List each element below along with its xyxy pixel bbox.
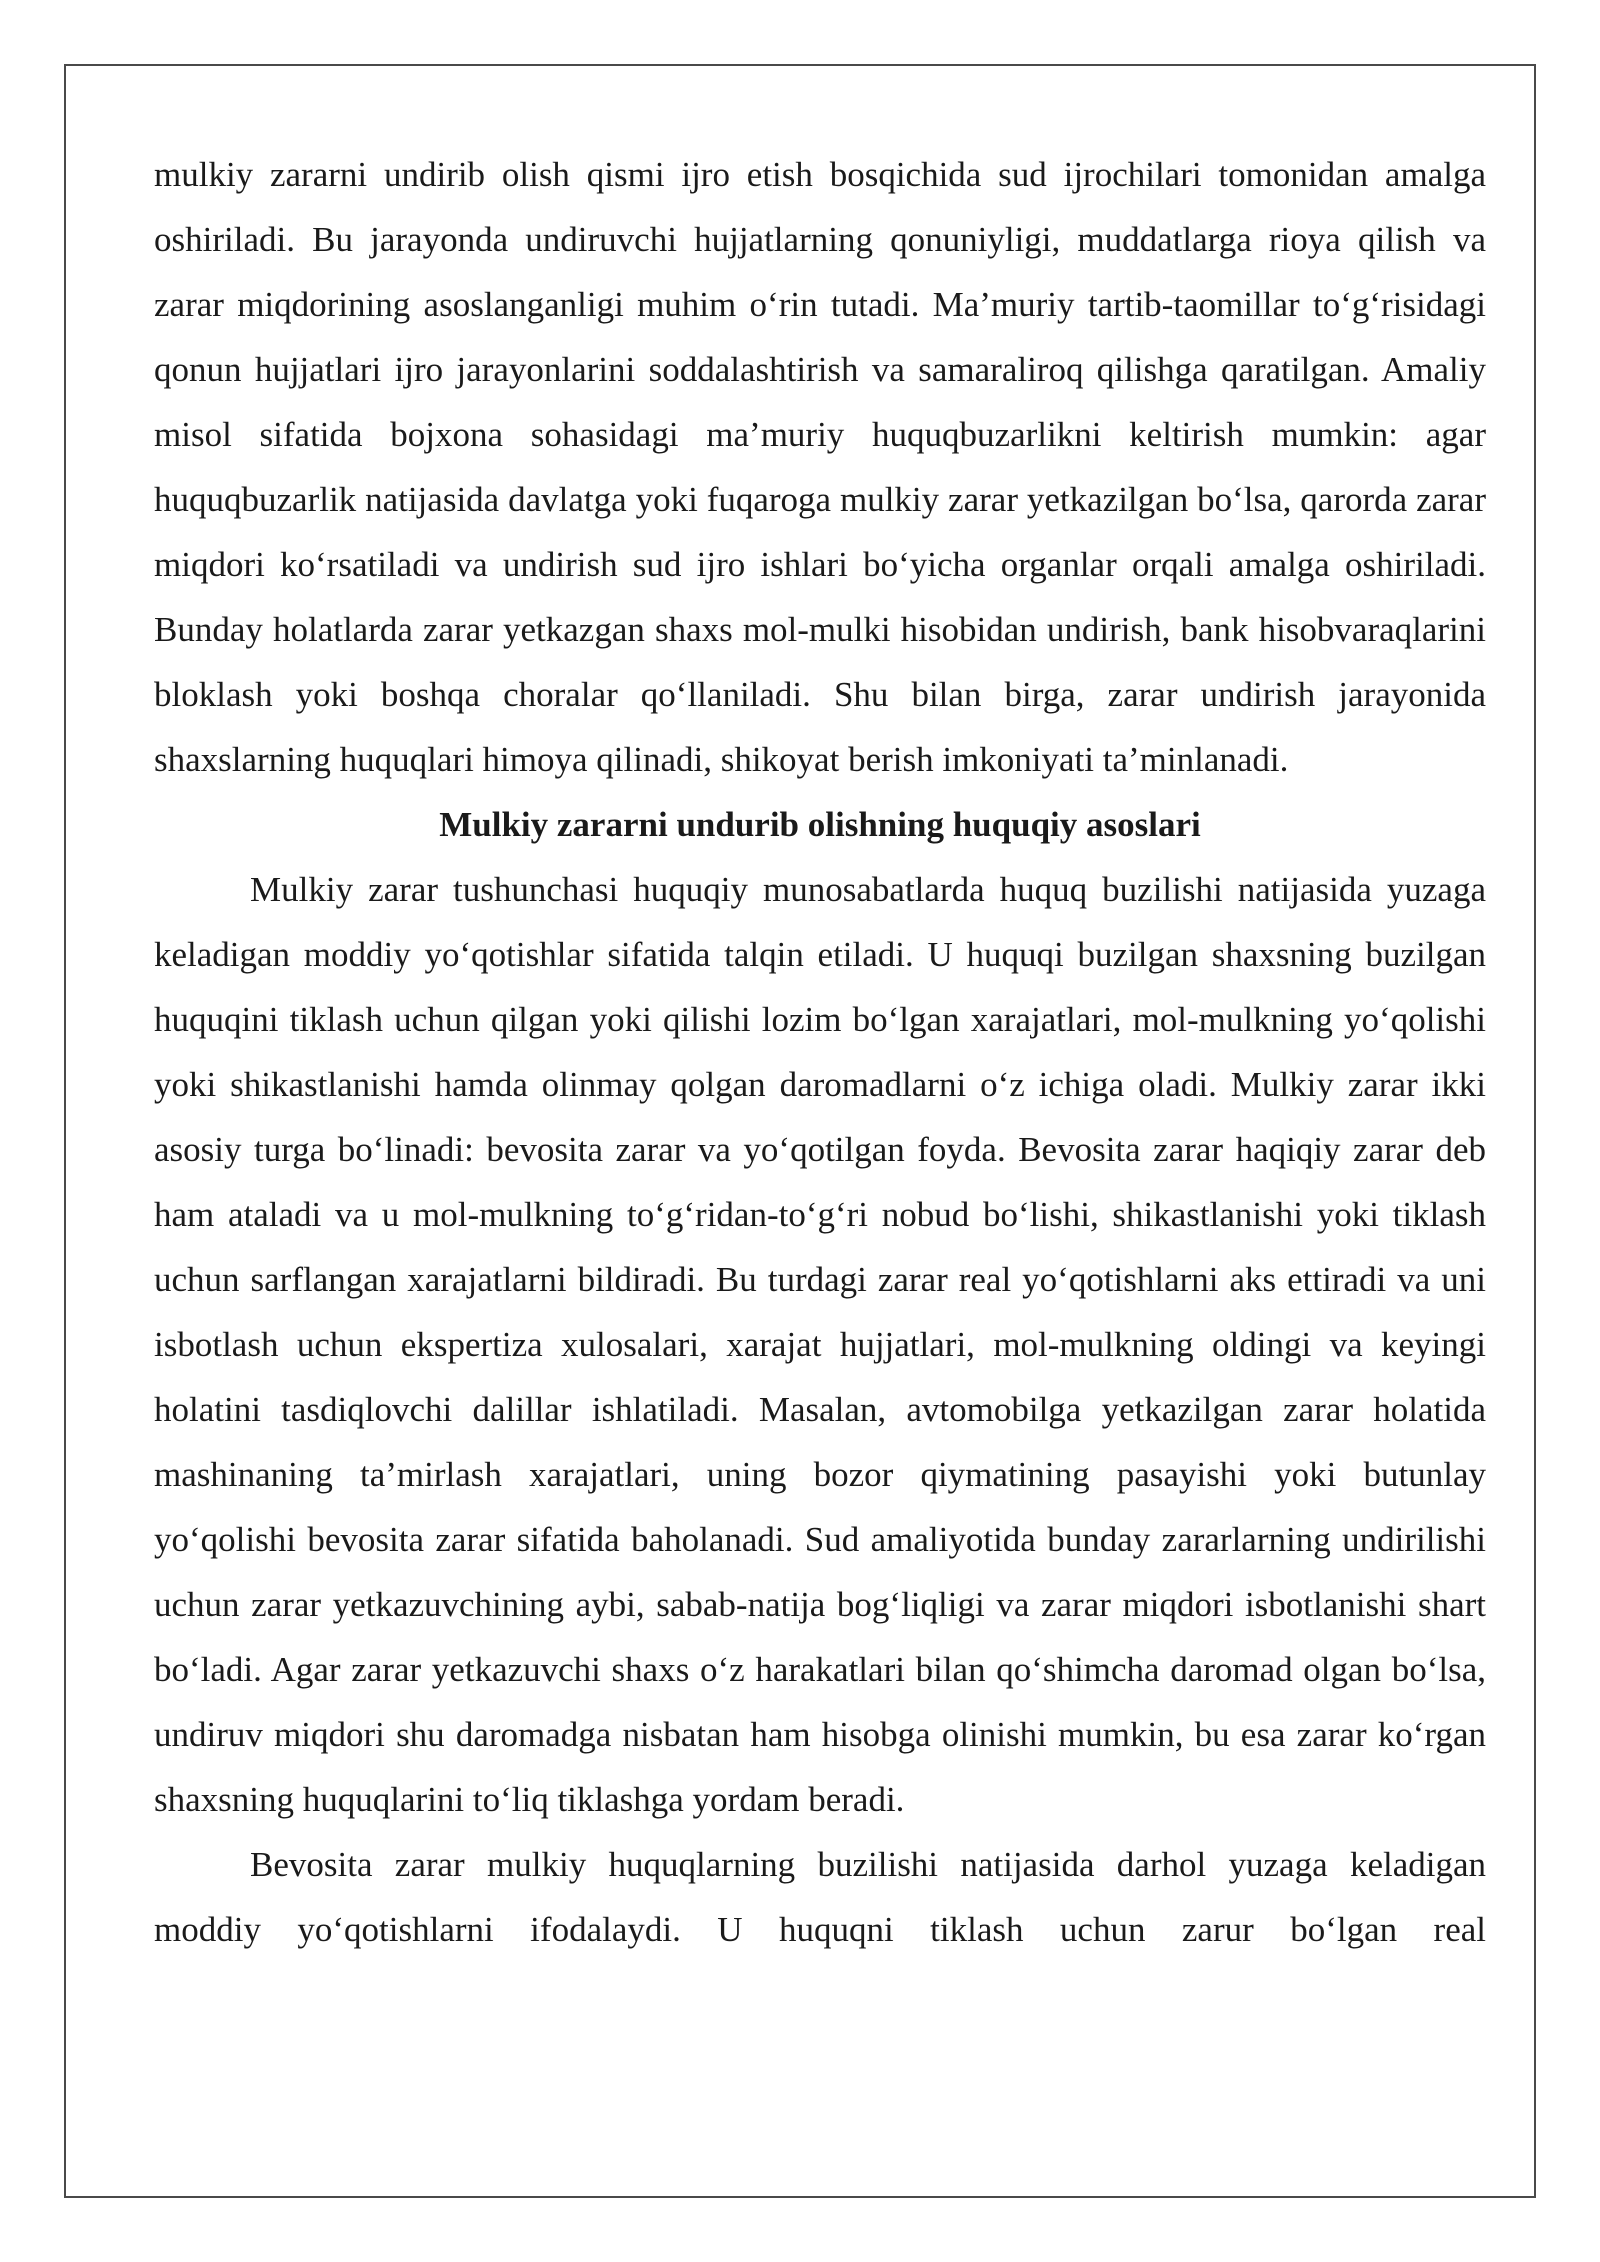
section-heading: Mulkiy zararni undurib olishning huquqiy asoslari — [439, 805, 1201, 844]
paragraph-mulkiy-zarar: Mulkiy zarar tushunchasi huquqiy munosabatlarda huquq buzilishi natijasida yuzaga keladigan moddiy yo‘qotishlar sifatida talqin etiladi. U huquqi buzilgan shaxsning buzilgan huquqini tiklash uchun qilgan yoki qilishi lozim bo‘lgan xarajatlari, mol-mulkning yo‘qolishi yoki shikastlanishi hamda olinmay qolgan daromadlarni o‘z ichiga oladi. Mulkiy zarar ikki asosiy turga bo‘linadi: bevosita zarar va yo‘qotilgan foyda. Bevosita zarar haqiqiy zarar deb ham ataladi va u mol-mulkning to‘g‘ridan-to‘g‘ri nobud bo‘lishi, shikastlanishi yoki tiklash uchun sarflangan xarajatlarni bildiradi. Bu turdagi zarar real yo‘qotishlarni aks ettiradi va uni isbotlash uchun ekspertiza xulosalari, xarajat hujjatlari, mol-mulkning oldingi va keyingi holatini tasdiqlovchi dalillar ishlatiladi. Masalan, avtomobilga yetkazilgan zarar holatida mashinaning ta’mirlash xarajatlari, uning bozor qiymatining pasayishi yoki butunlay yo‘qolishi bevosita zarar sifatida baholanadi. Sud amaliyotida bunday zararlarning undirilishi uchun zarar yetkazuvchining aybi, sabab-natija bog‘liqligi va zarar miqdori isbotlanishi shart bo‘ladi. Agar zarar yetkazuvchi shaxs o‘z harakatlari bilan qo‘shimcha daromad olgan bo‘lsa, undiruv miqdori shu daromadga nisbatan ham hisobga olinishi mumkin, bu esa zarar ko‘rgan shaxsning huquqlarini to‘liq tiklashga yordam beradi. — [154, 870, 1486, 1819]
paragraph-bevosita-zarar: Bevosita zarar mulkiy huquqlarning buzilishi natijasida darhol yuzaga keladigan moddiy yo‘qotishlarni ifodalaydi. U huquqni tiklash uchun zarur bo‘lgan real — [154, 1845, 1486, 1949]
paragraph-continuation: mulkiy zararni undirib olish qismi ijro etish bosqichida sud ijrochilari tomonidan amalga oshiriladi. Bu jarayonda undiruvchi hujjatlarning qonuniyligi, muddatlarga rioya qilish va zarar miqdorining asoslanganligi muhim o‘rin tutadi. Ma’muriy tartib-taomillar to‘g‘risidagi qonun hujjatlari ijro jarayonlarini soddalashtirish va samaraliroq qilishga qaratilgan. Amaliy misol sifatida bojxona sohasidagi ma’muriy huquqbuzarlikni keltirish mumkin: agar huquqbuzarlik natijasida davlatga yoki fuqaroga mulkiy zarar yetkazilgan bo‘lsa, qarorda zarar miqdori ko‘rsatiladi va undirish sud ijro ishlari bo‘yicha organlar orqali amalga oshiriladi. Bunday holatlarda zarar yetkazgan shaxs mol-mulki hisobidan undirish, bank hisobvaraqlarini bloklash yoki boshqa choralar qo‘llaniladi. Shu bilan birga, zarar undirish jarayonida shaxslarning huquqlari himoya qilinadi, shikoyat berish imkoniyati ta’minlanadi. — [154, 155, 1486, 779]
document-body — [154, 142, 1486, 1962]
